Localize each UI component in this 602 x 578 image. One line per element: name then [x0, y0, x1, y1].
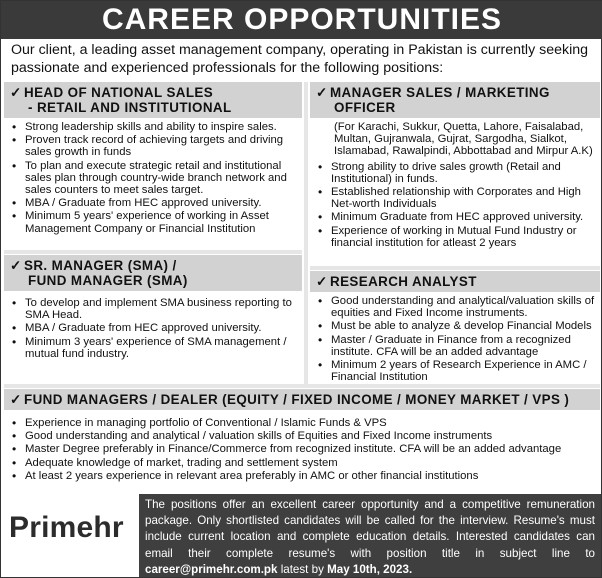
list-item: • MBA / Graduate from HEC approved university. [4, 197, 302, 209]
list-item: • Strong ability to drive sales growth (Retail and Institutional) in funds. [310, 161, 600, 185]
list-item: • Must be able to analyze & develop Financial Models [310, 320, 600, 332]
requirements-list [4, 410, 600, 482]
position-fund-managers [4, 389, 600, 483]
position-subtitle: OFFICER [334, 100, 396, 115]
footer-connector: latest by [277, 562, 328, 576]
position-subtitle: FUND MANAGER (SMA) [28, 273, 188, 288]
list-item: • MBA / Graduate from HEC approved university. [4, 322, 302, 334]
city-list: (For Karachi, Sukkur, Quetta, Lahore, Faisalabad, Multan, Gujranwala, Gujrat, Sargodha, Sialkot, Islamabad, Rawalpindi, Abbottabad and Mirpur A.K) [334, 121, 593, 158]
list-item: • Minimum 2 years of Research Experience in AMC / Financial Institution [310, 359, 600, 383]
list-item: • To develop and implement SMA business reporting to SMA Head. [4, 297, 302, 321]
column-divider [304, 82, 308, 384]
list-item: • Good understanding and analytical / valuation skills of Equities and Fixed Income instruments [4, 430, 600, 442]
list-item: • Strong leadership skills and ability to inspire sales. [4, 121, 302, 133]
position-title: SR. MANAGER (SMA) / [24, 258, 177, 273]
position-head-national-sales [4, 82, 302, 236]
position-heading [4, 255, 302, 291]
list-item: • Experience in managing portfolio of Conventional / Islamic Funds & VPS [4, 417, 600, 429]
list-item: • Master Degree preferably in Finance/Commerce from recognized institute. CFA will be an added advantage [4, 443, 600, 455]
requirements-list [310, 161, 600, 249]
list-item: • Experience of working in Mutual Fund Industry or financial institution for atleast 2 years [310, 225, 600, 249]
footer-note [139, 494, 601, 577]
footer-body: The positions offer an excellent career opportunity and a competitive remuneration package. Only shortlisted candidates will be called for the interview. Resume's must include current location and complete education details. Interested candidates can email their complete resume's with position title in subject line to [145, 498, 595, 560]
requirements-list [4, 118, 302, 235]
position-subtitle: - RETAIL AND INSTITUTIONAL [28, 100, 232, 115]
contact-email[interactable]: career@primehr.com.pk [145, 562, 278, 576]
position-heading [310, 82, 600, 118]
requirements-list [4, 291, 302, 360]
position-sr-manager-sma [4, 255, 302, 361]
position-title: FUND MANAGERS / DEALER (EQUITY / FIXED INCOME / MONEY MARKET / VPS ) [24, 392, 570, 407]
list-item: • To plan and execute strategic retail and institutional sales plan through country-wide branch network and sales counters to meet sales target. [4, 160, 302, 197]
list-item: • Minimum Graduate from HEC approved university. [310, 211, 600, 223]
section-divider [310, 266, 600, 270]
position-research-analyst [310, 271, 600, 384]
section-divider [4, 384, 600, 388]
list-item: • Adequate knowledge of market, trading and settlement system [4, 457, 600, 469]
check-icon: ✓ [10, 392, 22, 407]
list-item: • Minimum 5 years' experience of working in Asset Management Company or Financial Institution [4, 210, 302, 234]
check-icon: ✓ [10, 258, 22, 273]
section-divider [4, 250, 302, 254]
position-title: RESEARCH ANALYST [330, 274, 477, 289]
requirements-list [310, 292, 600, 383]
position-heading [4, 82, 302, 118]
check-icon: ✓ [10, 85, 22, 100]
list-item: • Minimum 3 years' experience of SMA management / mutual fund industry. [4, 336, 302, 360]
primehr-logo: Primehr [9, 511, 124, 544]
list-item: • Established relationship with Corporates and High Net-worth Individuals [310, 186, 600, 210]
position-title: MANAGER SALES / MARKETING [330, 85, 550, 100]
list-item: • Master / Graduate in Finance from a recognized institute. CFA will be an added advantage [310, 334, 600, 358]
intro-text: Our client, a leading asset management company, operating in Pakistan is currently seeking passionate and experienced professionals for the following positions: [11, 42, 589, 76]
position-title: HEAD OF NATIONAL SALES [24, 85, 214, 100]
deadline-date: May 10th, 2023. [327, 562, 413, 576]
position-heading [310, 271, 600, 292]
check-icon: ✓ [316, 85, 328, 100]
position-heading [4, 389, 600, 410]
page-title: CAREER OPPORTUNITIES [1, 1, 602, 39]
check-icon: ✓ [316, 274, 328, 289]
list-item: • At least 2 years experience in relevant area preferably in AMC or other financial institutions [4, 470, 600, 482]
list-item: • Proven track record of achieving targets and driving sales growth in funds [4, 134, 302, 158]
position-manager-sales [310, 82, 600, 250]
list-item: • Good understanding and analytical/valuation skills of equities and Fixed Income instruments. [310, 295, 600, 319]
